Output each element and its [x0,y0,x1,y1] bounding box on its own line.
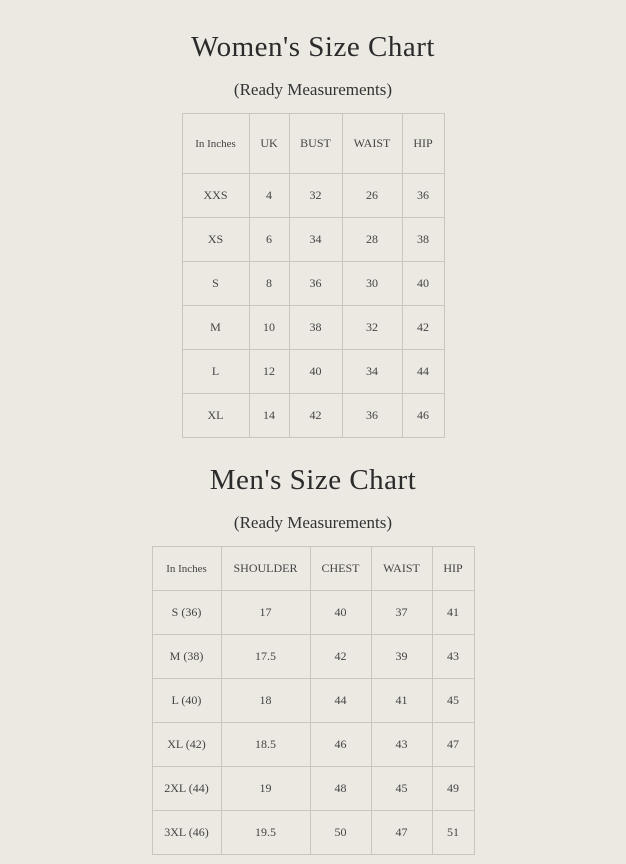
table-cell: 38 [289,306,342,350]
women-size-table [182,113,445,438]
women-table-wrap [0,113,626,438]
table-cell: 40 [310,591,371,635]
table-row [152,723,474,767]
table-cell: S (36) [152,591,221,635]
header-cell: WAIST [371,547,432,591]
table-cell: 51 [432,811,474,855]
table-cell: 14 [249,394,289,438]
table-cell: 43 [432,635,474,679]
table-cell: 36 [289,262,342,306]
table-row [152,635,474,679]
header-cell: UK [249,114,289,174]
table-cell: 42 [310,635,371,679]
table-cell: L (40) [152,679,221,723]
table-cell: 4 [249,174,289,218]
table-cell: 45 [371,767,432,811]
table-cell: 8 [249,262,289,306]
table-cell: 18 [221,679,310,723]
table-cell: 41 [432,591,474,635]
table-cell: 17 [221,591,310,635]
header-cell: In Inches [182,114,249,174]
men-chart-title: Men's Size Chart [209,464,417,496]
men-size-table [152,546,475,855]
table-row [152,591,474,635]
header-cell: WAIST [342,114,402,174]
table-cell: 41 [371,679,432,723]
table-cell: 40 [289,350,342,394]
table-cell: 19.5 [221,811,310,855]
table-cell: 45 [432,679,474,723]
table-cell: 17.5 [221,635,310,679]
table-cell: 48 [310,767,371,811]
table-cell: XXS [182,174,249,218]
header-cell: SHOULDER [221,547,310,591]
header-cell: CHEST [310,547,371,591]
men-subtitle-wrap [0,512,626,534]
table-cell: 37 [371,591,432,635]
table-cell: 50 [310,811,371,855]
table-row [182,262,444,306]
table-row [182,306,444,350]
table-cell: 42 [402,306,444,350]
table-cell: 32 [342,306,402,350]
table-cell: 42 [289,394,342,438]
table-cell: XL (42) [152,723,221,767]
men-table-body [152,591,474,855]
table-cell: 49 [432,767,474,811]
women-subtitle-wrap [0,79,626,101]
table-cell: 46 [310,723,371,767]
table-cell: 38 [402,218,444,262]
women-title-wrap [0,30,626,64]
table-row [182,174,444,218]
table-cell: XS [182,218,249,262]
table-cell: 46 [402,394,444,438]
table-cell: 30 [342,262,402,306]
table-cell: XL [182,394,249,438]
table-cell: 19 [221,767,310,811]
table-cell: 3XL (46) [152,811,221,855]
table-row [152,679,474,723]
header-row [152,547,474,591]
men-chart-subtitle: (Ready Measurements) [233,513,393,532]
header-cell: HIP [432,547,474,591]
table-cell: 44 [402,350,444,394]
header-cell: In Inches [152,547,221,591]
women-chart-subtitle: (Ready Measurements) [233,80,393,99]
table-cell: S [182,262,249,306]
table-row [182,218,444,262]
table-cell: 47 [432,723,474,767]
table-cell: 43 [371,723,432,767]
men-title-wrap [0,463,626,497]
table-row [152,811,474,855]
table-cell: M (38) [152,635,221,679]
table-cell: M [182,306,249,350]
table-cell: 34 [289,218,342,262]
table-row [152,767,474,811]
table-row [182,350,444,394]
header-cell: HIP [402,114,444,174]
table-cell: 40 [402,262,444,306]
table-cell: 36 [342,394,402,438]
women-table-body [182,174,444,438]
table-row [182,394,444,438]
table-cell: 2XL (44) [152,767,221,811]
table-cell: 36 [402,174,444,218]
table-cell: L [182,350,249,394]
header-cell: BUST [289,114,342,174]
men-table-wrap [0,546,626,855]
table-cell: 28 [342,218,402,262]
table-cell: 39 [371,635,432,679]
men-table-header [152,547,474,591]
women-chart-title: Women's Size Chart [191,31,435,63]
table-cell: 34 [342,350,402,394]
table-cell: 47 [371,811,432,855]
women-table-header [182,114,444,174]
table-cell: 6 [249,218,289,262]
table-cell: 12 [249,350,289,394]
table-cell: 32 [289,174,342,218]
table-cell: 10 [249,306,289,350]
table-cell: 18.5 [221,723,310,767]
table-cell: 26 [342,174,402,218]
header-row [182,114,444,174]
table-cell: 44 [310,679,371,723]
